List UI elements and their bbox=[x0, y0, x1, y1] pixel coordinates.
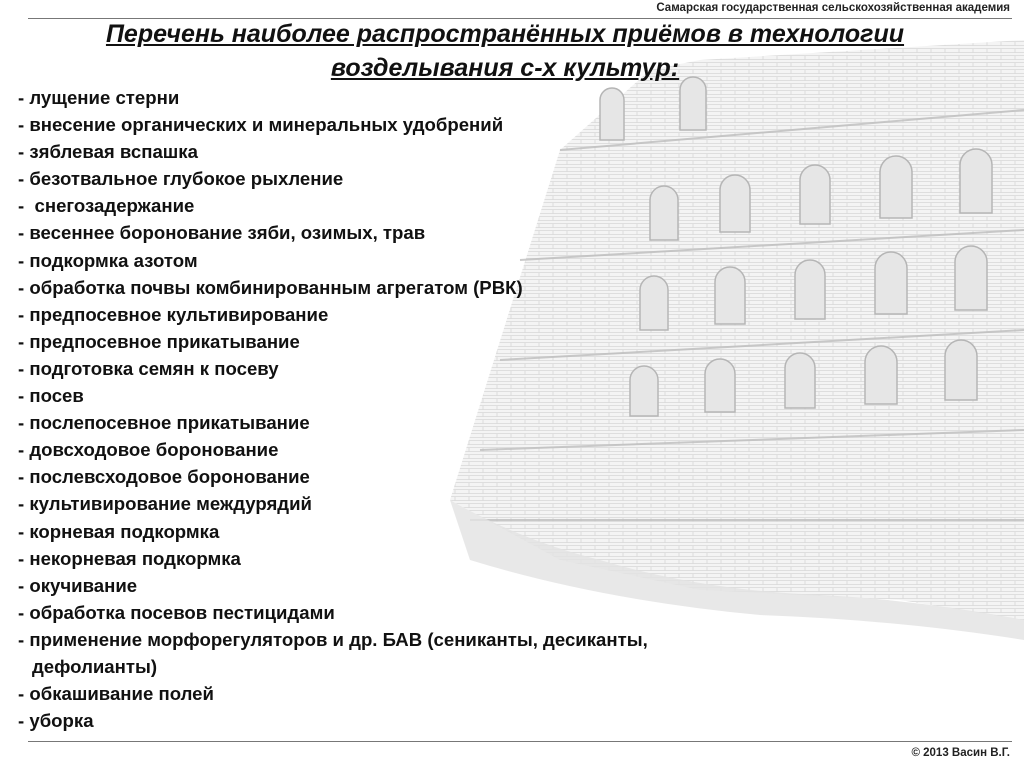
list-item: - довсходовое боронование bbox=[18, 439, 279, 461]
list-item: - лущение стерни bbox=[18, 87, 180, 108]
list-item: - предпосевное прикатывание bbox=[18, 330, 300, 352]
list-item: - подготовка семян к посеву bbox=[18, 357, 279, 379]
slide-title-line-1: Перечень наиболее распространённых приёмов в технологии bbox=[105, 20, 905, 48]
list-item: - уборка bbox=[18, 710, 94, 732]
technique-list bbox=[18, 84, 648, 734]
list-item: - обработка почвы комбинированным агрегатом (РВК) bbox=[18, 276, 523, 298]
slide-title-line-2: возделывания с-х культур: bbox=[330, 54, 680, 82]
list-item: - применение морфорегуляторов и др. БАВ (сениканты, десиканты, bbox=[18, 628, 648, 650]
list-item: - снегозадержание bbox=[18, 195, 195, 217]
list-item: - послепосевное прикатывание bbox=[18, 412, 310, 434]
list-item: - корневая подкормка bbox=[18, 520, 220, 542]
list-item: - некорневая подкормка bbox=[18, 547, 241, 569]
list-item: - культивирование междурядий bbox=[18, 493, 312, 515]
list-item-continuation: дефолианты) bbox=[32, 655, 158, 677]
list-item: - зяблевая вспашка bbox=[18, 141, 198, 163]
copyright: © 2013 Васин В.Г. bbox=[911, 747, 1010, 759]
list-item: - подкормка азотом bbox=[18, 249, 198, 271]
list-item: - посев bbox=[18, 385, 84, 407]
list-item: - предпосевное культивирование bbox=[18, 303, 329, 325]
academy-name: Самарская государственная сельскохозяйственная академия bbox=[656, 2, 1010, 14]
list-item: - внесение органических и минеральных удобрений bbox=[18, 114, 504, 136]
footer-divider bbox=[28, 741, 1012, 742]
list-item: - послевсходовое боронование bbox=[18, 466, 310, 488]
list-item: - обработка посевов пестицидами bbox=[18, 601, 335, 623]
slide-title bbox=[20, 17, 990, 85]
list-item: - безотвальное глубокое рыхление bbox=[18, 168, 344, 190]
list-item: - весеннее боронование зяби, озимых, трав bbox=[18, 222, 426, 244]
list-item: - обкашивание полей bbox=[18, 683, 214, 705]
list-item: - окучивание bbox=[18, 574, 138, 596]
